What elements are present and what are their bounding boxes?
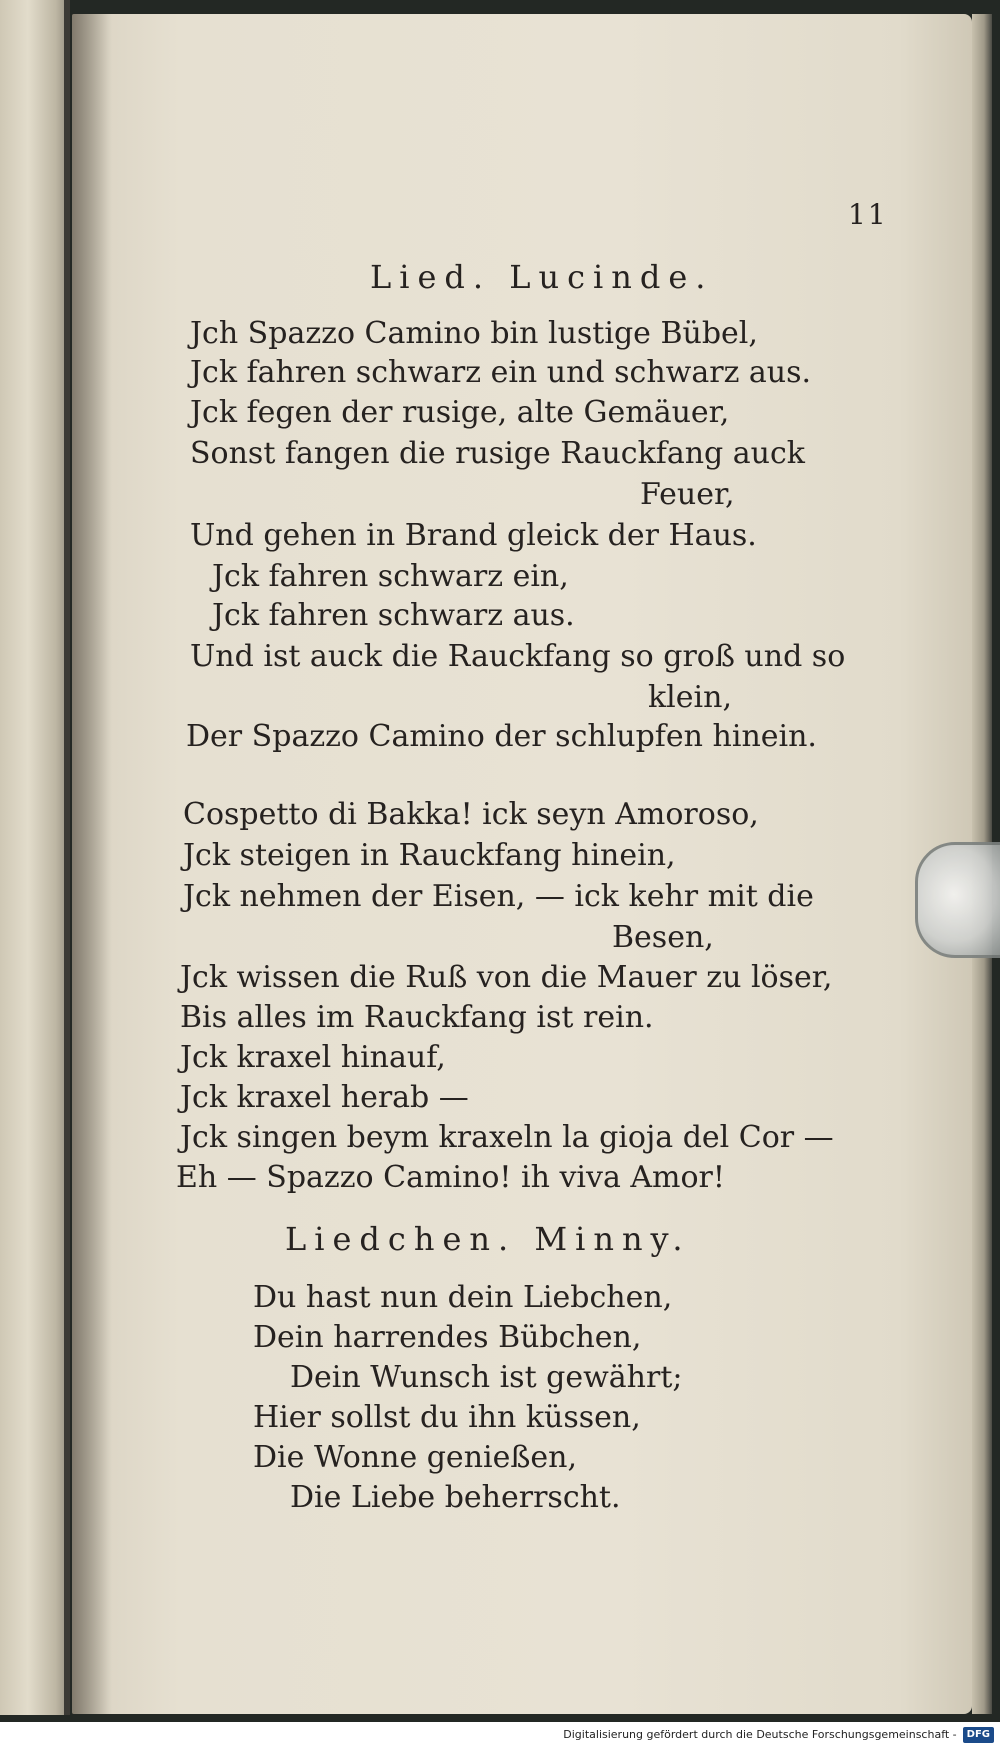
verse-line: Eh — Spazzo Camino! ih viva Amor! — [176, 1160, 725, 1195]
page-number: 11 — [848, 198, 888, 231]
verse-line: Jck fegen der rusige, alte Gemäuer, — [190, 395, 730, 430]
verse-line: Dein Wunsch ist gewährt; — [290, 1360, 683, 1395]
song1-heading: Lied. Lucinde. — [370, 258, 714, 296]
verse-line: Jck kraxel hinauf, — [180, 1040, 446, 1075]
verse-line: Du hast nun dein Liebchen, — [253, 1280, 673, 1315]
verse-line-continuation: Besen, — [612, 920, 714, 955]
verse-line: Jck steigen in Rauckfang hinein, — [183, 838, 676, 873]
digitization-footer — [0, 1722, 1000, 1747]
verse-line: Jch Spazzo Camino bin lustige Bübel, — [190, 316, 758, 351]
verse-line: Jck fahren schwarz aus. — [212, 598, 575, 633]
verse-line-continuation: klein, — [648, 680, 732, 715]
verse-line: Cospetto di Bakka! ick seyn Amoroso, — [183, 797, 759, 832]
gutter-shadow — [72, 14, 112, 1714]
facing-page-edge — [0, 0, 70, 1715]
song2-heading: Liedchen. Minny. — [285, 1220, 691, 1258]
verse-line: Bis alles im Rauckfang ist rein. — [180, 1000, 654, 1035]
verse-line: Jck nehmen der Eisen, — ick kehr mit die — [183, 879, 814, 914]
verse-line-continuation: Feuer, — [640, 477, 735, 512]
dfg-logo: DFG — [963, 1727, 994, 1743]
verse-line: Jck kraxel herab — — [180, 1080, 469, 1115]
verse-line: Jck singen beym kraxeln la gioja del Cor — — [180, 1120, 834, 1155]
verse-line: Die Liebe beherrscht. — [290, 1480, 621, 1515]
verse-line: Sonst fangen die rusige Rauckfang auck — [190, 436, 805, 471]
verse-line: Jck fahren schwarz ein und schwarz aus. — [190, 355, 812, 390]
page-clip — [915, 842, 1000, 958]
verse-line: Jck wissen die Ruß von die Mauer zu löser, — [180, 960, 833, 995]
verse-line: Die Wonne genießen, — [253, 1440, 578, 1475]
funding-credit: Digitalisierung gefördert durch die Deutsche Forschungsgemeinschaft - — [563, 1728, 957, 1741]
verse-line: Hier sollst du ihn küssen, — [253, 1400, 641, 1435]
verse-line: Der Spazzo Camino der schlupfen hinein. — [186, 719, 817, 754]
verse-line: Dein harrendes Bübchen, — [253, 1320, 642, 1355]
verse-line: Und gehen in Brand gleick der Haus. — [190, 518, 757, 553]
verse-line: Jck fahren schwarz ein, — [212, 559, 569, 594]
verse-line: Und ist auck die Rauckfang so groß und so — [190, 639, 846, 674]
